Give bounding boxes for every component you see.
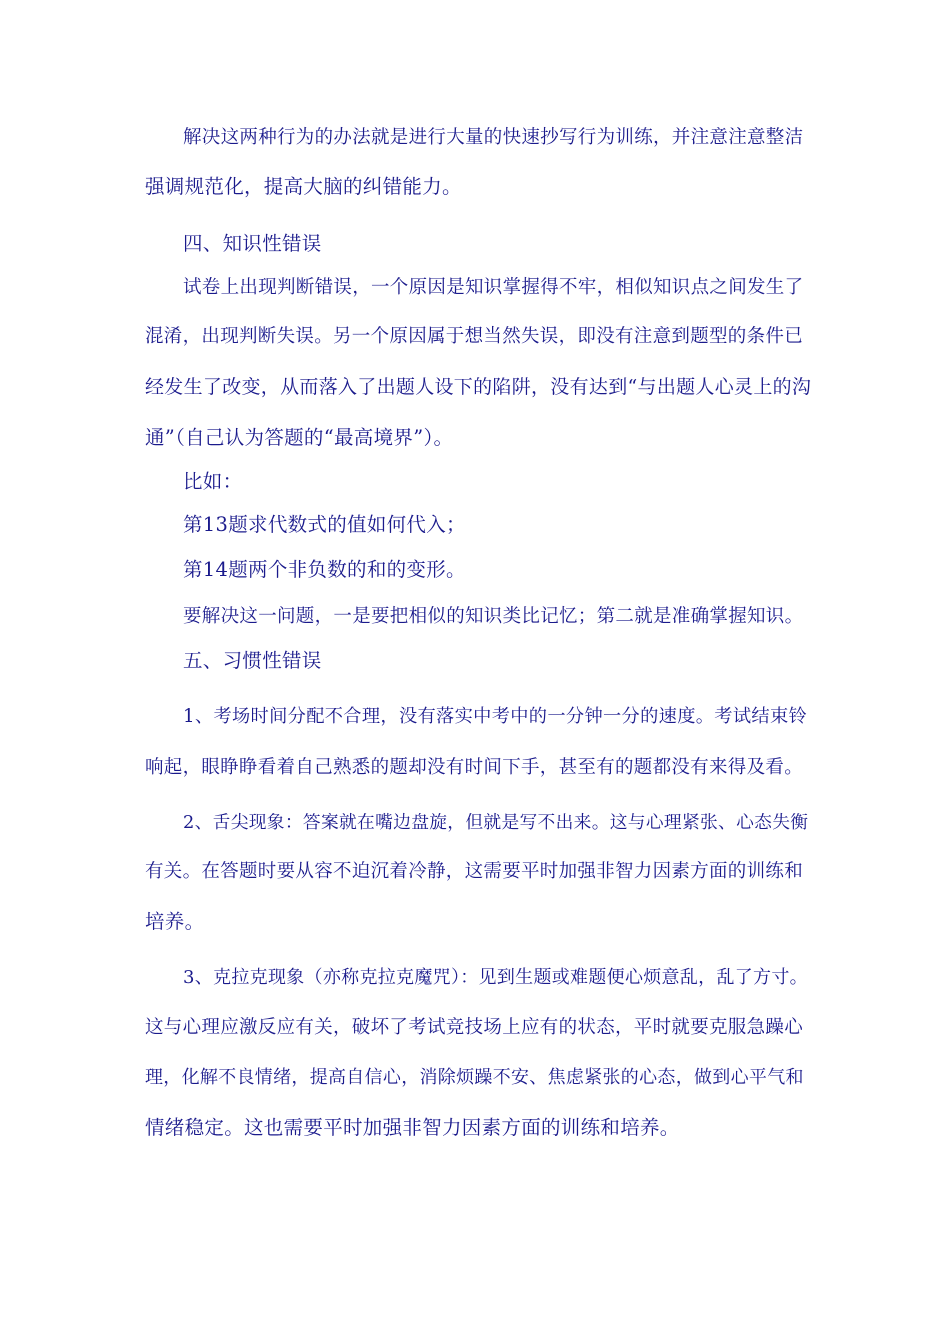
paragraph-line: 1、考场时间分配不合理，没有落实中考中的一分钟一分的速度。考试结束铃 <box>183 706 808 727</box>
paragraph-line: 有关。在答题时要从容不迫沉着冷静，这需要平时加强非智力因素方面的训练和 <box>145 861 804 882</box>
paragraph-line: 培养。 <box>145 910 205 933</box>
paragraph-line: 2、舌尖现象：答案就在嘴边盘旋，但就是写不出来。这与心理紧张、心态失衡 <box>183 813 809 833</box>
paragraph-line: 3、克拉克现象（亦称克拉克魔咒）：见到生题或难题便心烦意乱，乱了方寸。 <box>183 967 808 988</box>
paragraph-line: 试卷上出现判断错误，一个原因是知识掌握得不牢，相似知识点之间发生了 <box>183 277 804 298</box>
paragraph-line: 通”（自己认为答题的“最高境界”）。 <box>145 426 454 449</box>
paragraph-line: 理，化解不良情绪，提高自信心，消除烦躁不安、焦虑紧张的心态，做到心平气和 <box>145 1067 804 1088</box>
paragraph-line: 第14题两个非负数的和的变形。 <box>183 558 466 581</box>
paragraph-line: 经发生了改变，从而落入了出题人设下的陷阱，没有达到“与出题人心灵上的沟 <box>145 376 812 398</box>
paragraph-line: 混淆，出现判断失误。另一个原因属于想当然失误，即没有注意到题型的条件已 <box>145 326 804 347</box>
section-heading: 五、习惯性错误 <box>183 649 322 672</box>
paragraph-line: 情绪稳定。这也需要平时加强非智力因素方面的训练和培养。 <box>145 1116 680 1139</box>
paragraph-line: 响起，眼睁睁看着自己熟悉的题却没有时间下手，甚至有的题都没有来得及看。 <box>145 757 804 778</box>
paragraph-line: 第13题求代数式的值如何代入； <box>183 513 466 536</box>
paragraph-line: 强调规范化，提高大脑的纠错能力。 <box>145 175 462 198</box>
paragraph-line: 这与心理应激反应有关，破坏了考试竞技场上应有的状态，平时就要克服急躁心 <box>145 1017 804 1038</box>
paragraph-line: 比如： <box>183 470 243 493</box>
section-heading: 四、知识性错误 <box>183 232 322 255</box>
paragraph-line: 要解决这一问题，一是要把相似的知识类比记忆；第二就是准确掌握知识。 <box>183 606 804 627</box>
paragraph-line: 解决这两种行为的办法就是进行大量的快速抄写行为训练，并注意注意整洁 <box>183 127 804 148</box>
